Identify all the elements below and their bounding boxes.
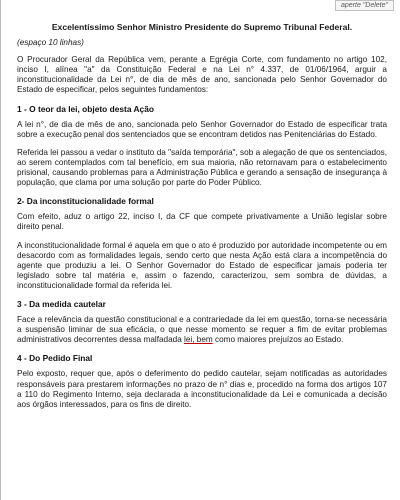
section-3-paragraph <box>17 315 387 345</box>
document-body[interactable] <box>17 22 387 418</box>
delete-hint: aperte "Delete" <box>335 0 394 11</box>
section-2-heading: 2- Da inconstitucionalidade formal <box>17 196 154 207</box>
spacing-note: (espaço 10 linhas) <box>17 38 84 48</box>
section-2-paragraph-2: A inconstitucionalidade formal é aquela em que o ato é produzido por autoridade incompetente ou em desacordo com as formalidades legais, sendo certo que nesta Ação está clara a incompetência do agente que produziu a lei. O Senhor Governador do Estado de especificar jamais poderia ter legislado sobre tal matéria e, assim o fazendo, caracterizou, sem sombra de dúvidas, a inconstitucionalidade formal da referida lei. <box>17 240 387 290</box>
section-3-text-after: como maiores prejuízos ao Estado. <box>212 335 344 345</box>
intro-paragraph: O Procurador Geral da República vem, perante a Egrégia Corte, com fundamento no artigo 102, inciso I, alínea "a" da Constituição Federal e na Lei n° 4.337, de 01/06/1964, arguir a inconstitucionalidade da Lei n°, de dia de mês de ano, sancionada pelo Senhor Governador do Estado de especificar, pelos seguintes fundamentos: <box>17 55 387 95</box>
section-4-heading: 4 - Do Pedido Final <box>17 353 93 364</box>
section-1-heading: 1 - O teor da lei, objeto desta Ação <box>17 103 154 114</box>
section-1-paragraph-2: Referida lei passou a vedar o instituto da "saída temporária", sob a alegação de que os sentenciados, ao serem contemplados com tal benefício, em sua maioria, não retornavam para o estabelecimento prisional, causando problemas para a Administração Pública e gerando a sensação de insegurança à população, que clama por uma solução por parte do Poder Público. <box>17 147 387 188</box>
document-title: Excelentíssimo Senhor Ministro Presidente do Supremo Tribunal Federal. <box>51 22 353 32</box>
section-3-text-before: Face a relevância da questão constitucional e a contrariedade da lei em questão, torna-se necessária a suspensão liminar de sua eficácia, o que nesse momento se requer a fim de evitar problemas administrativos decorrentes dessa malfadada <box>17 315 387 345</box>
section-4-paragraph: Pelo exposto, requer que, após o deferimento do pedido cautelar, sejam notificadas as autoridades responsáveis para prestarem informações no prazo de n° dias e, procedido na forma dos artigos 107 a 110 do Regimento Interno, seja declarada a inconstitucionalidade da Lei e comunicada a decisão aos órgãos interessados, para os fins de direito. <box>17 369 387 409</box>
section-1-paragraph-1: A lei n°, de dia de mês de ano, sancionada pelo Senhor Governador do Estado de especificar trata sobre a execução penal dos sentenciados que se encontram detidos nas Penitenciárias do Estado. <box>17 119 387 139</box>
section-3-heading: 3 - Da medida cautelar <box>17 298 106 309</box>
section-2-paragraph-1: Com efeito, aduz o artigo 22, inciso I, da CF que compete privativamente a União legislar sobre direito penal. <box>17 212 387 232</box>
spellcheck-underlined-text: lei, bem <box>184 335 213 345</box>
